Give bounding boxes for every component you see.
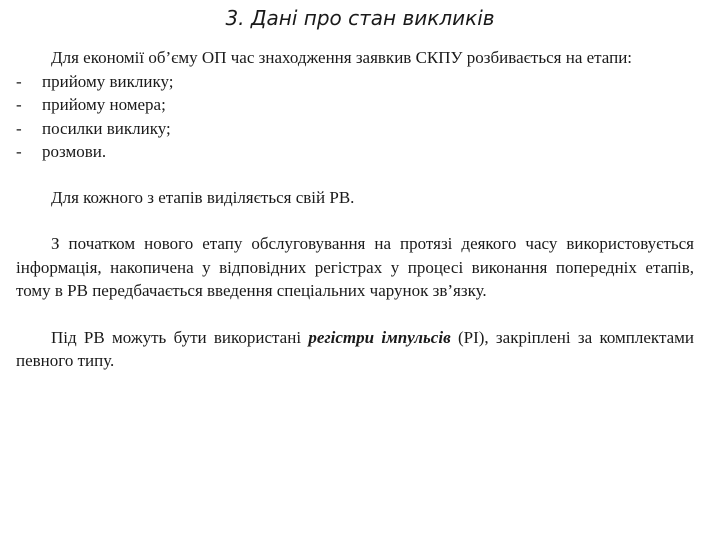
paragraph-registers: Для кожного з етапів виділяється свій РВ. bbox=[51, 187, 355, 207]
stages-list bbox=[16, 70, 694, 164]
list-item-text: прийому номера; bbox=[42, 95, 166, 114]
list-dash: - bbox=[16, 118, 22, 138]
list-item bbox=[16, 70, 694, 94]
paragraph-pulse-registers bbox=[16, 326, 694, 373]
list-item-text: розмови. bbox=[42, 142, 107, 161]
paragraph-new-stage: З початком нового етапу обслуговування на протязі деякого часу використовується інформація, накопичена у відповідних регістрах у процесі виконання попередніх етапів, тому в РВ передбачається введення спеціальних чарунок зв’язку. bbox=[16, 234, 694, 300]
list-item-text: посилки виклику; bbox=[42, 118, 171, 138]
slide-body bbox=[16, 46, 694, 373]
intro-paragraph: Для економії об’єму ОП час знаходження заявкив СКПУ розбивається на етапи: bbox=[51, 48, 633, 67]
list-dash: - bbox=[16, 71, 22, 91]
list-item-text: прийому виклику; bbox=[42, 71, 174, 91]
paragraph-text-end: (РІ), закріплені за комплектами певного типу. bbox=[16, 327, 694, 370]
list-item bbox=[16, 140, 694, 164]
list-item bbox=[16, 93, 694, 117]
term-pulse-registers: регістри імпульсів bbox=[308, 327, 451, 347]
list-item bbox=[16, 117, 694, 141]
list-dash: - bbox=[16, 142, 22, 161]
paragraph-text-start: Під РВ можуть бути використані bbox=[51, 327, 309, 347]
list-dash: - bbox=[16, 95, 22, 114]
slide-title: 3. Дані про стан викликів bbox=[225, 6, 495, 30]
